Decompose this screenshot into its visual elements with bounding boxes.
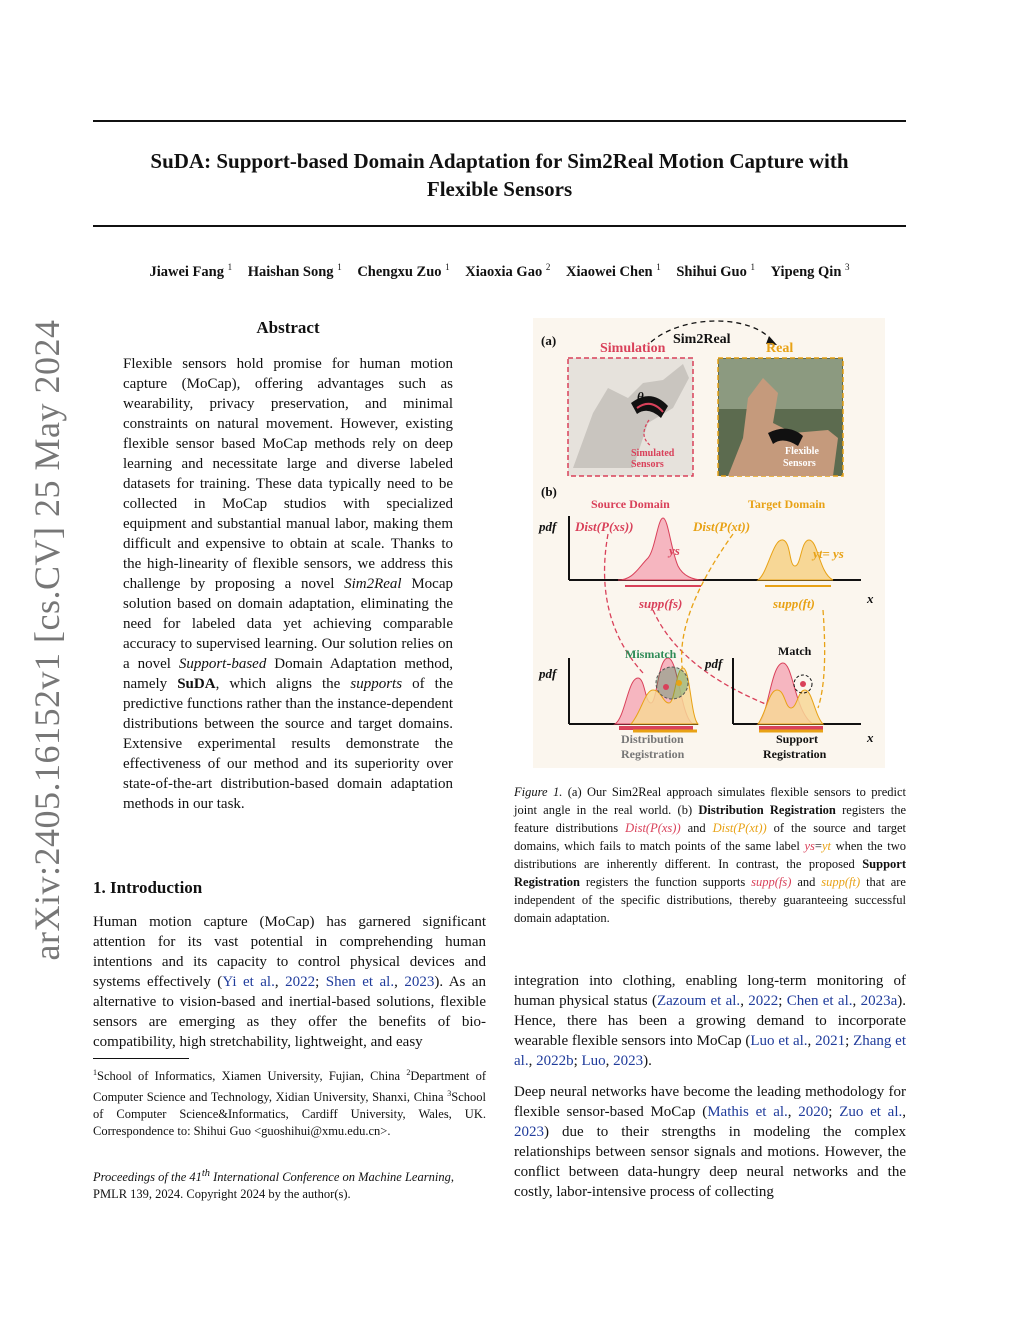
citation-link[interactable]: Zazoum et al. bbox=[656, 993, 741, 1009]
arxiv-stamp bbox=[0, 0, 70, 1325]
right-paragraph-2: Deep neural networks have become the leading methodology for flexible sensor-based MoCap (Mathis et al., 2020; Zuo et al., 2023) due to their strengths in modeling the complex relationships between sensor signals and motions. However, the conflict between data-hungry deep neural networks and the costly, labor-intensive process of collecting bbox=[514, 1084, 907, 1200]
simulation-label: Simulation bbox=[600, 341, 666, 356]
footnote-rule bbox=[93, 1058, 189, 1059]
author-list bbox=[93, 262, 906, 281]
supp-source-label: supp(fs) bbox=[639, 596, 683, 611]
mismatch-label: Mismatch bbox=[625, 647, 677, 661]
svg-text:Sensors: Sensors bbox=[783, 458, 816, 469]
dist-target-label: Dist(P(xt)) bbox=[693, 519, 751, 534]
real-label: Real bbox=[766, 341, 794, 356]
citation-link[interactable]: 2022b bbox=[536, 1053, 574, 1069]
author: Xiaowei Chen $^1$ bbox=[565, 262, 661, 280]
x-axis-label: x bbox=[867, 591, 874, 606]
citation-link[interactable]: Shen et al. bbox=[325, 974, 395, 990]
proceedings-note: Proceedings of the 41th International Conference on Machine Learning, PMLR 139, 2024. Copyright 2024 by the author(s). bbox=[93, 1168, 454, 1202]
author: Xiaoxia Gao $^2$ bbox=[465, 262, 551, 280]
svg-text:Registration: Registration bbox=[763, 747, 827, 761]
match-label: Match bbox=[778, 644, 812, 658]
citation-link[interactable]: 2023a bbox=[860, 993, 898, 1009]
intro-paragraph: Human motion capture (MoCap) has garnered significant attention for its vast potential in comprehending human intentions and its capacity to control physical devices and systems effectively (Yi et al., 2022; Shen et al., 2023). As an alternative to vision-based and inertial-based solutions, flexible sensors are emerging as they offer the benefits of bio-compatibility, high stretchability, lightweight, and easy bbox=[93, 914, 487, 1050]
figure-1 bbox=[533, 318, 885, 768]
source-domain-label: Source Domain bbox=[591, 497, 670, 511]
author: Chengxu Zuo $^1$ bbox=[357, 262, 450, 280]
author: Haishan Song $^1$ bbox=[247, 262, 342, 280]
title-line-1: SuDA: Support-based Domain Adaptation for Sim2Real Motion Capture with bbox=[150, 149, 849, 173]
citation-link[interactable]: 2020 bbox=[798, 1104, 829, 1120]
author: Jiawei Fang $^1$ bbox=[149, 262, 233, 280]
author: Yipeng Qin $^3$ bbox=[770, 262, 850, 280]
svg-text:x: x bbox=[867, 730, 874, 745]
sim2real-label: Sim2Real bbox=[673, 332, 731, 347]
svg-text:Registration: Registration bbox=[621, 747, 685, 761]
panel-b-label: (b) bbox=[541, 484, 557, 499]
supp-target-label: supp(ft) bbox=[773, 596, 815, 611]
abstract-body: Flexible sensors hold promise for human motion capture (MoCap), offering advantages such as wearability, privacy preservation, and minimal constraints on natural movement. However, existing flexible sensor based MoCap methods rely on deep learning and necessitate large and diverse labeled datasets for training. These data typically need to be collected in MoCap studios with specialized equipment and substantial manual labor, making them difficult and expensive to obtain at scale. Thanks to the high-linearity of flexible sensors, we address this challenge by proposing a novel Sim2Real Mocap solution based on domain adaptation, eliminating the need for labeled data yet achieving comparable accuracy to supervised learning. Our solution relies on a novel Support-based Domain Adaptation method, namely SuDA, which aligns the supports of the predictive functions rather than the instance-dependent distributions between the source and target domains. Extensive experimental results demonstrate the effectiveness of our method and its superiority over state-of-the-art distribution-based domain adaptation methods in our task. bbox=[123, 356, 454, 812]
distribution-registration-label: Distribution bbox=[621, 732, 684, 746]
title-line-2: Flexible Sensors bbox=[426, 177, 573, 201]
author: Shihui Guo $^1$ bbox=[676, 262, 755, 280]
svg-text:Sensors: Sensors bbox=[631, 459, 664, 470]
citation-link[interactable]: Mathis et al. bbox=[707, 1104, 788, 1120]
abstract-heading: Abstract bbox=[256, 318, 320, 337]
citation-link[interactable]: Luo bbox=[581, 1053, 606, 1069]
simulated-sensors-label: Simulated bbox=[631, 448, 675, 459]
theta-label: θ bbox=[637, 389, 644, 404]
dist-source-label: Dist(P(xs)) bbox=[575, 519, 634, 534]
support-registration-label: Support bbox=[776, 732, 819, 746]
ys-label: ys bbox=[669, 543, 680, 558]
figure-caption: Figure 1. (a) Our Sim2Real approach simulates flexible sensors to predict joint angle in the real world. (b) Distribution Registration registers the feature distributions Dist(P(xs)) and Dist(P(xt)) of the source and target domains, which fails to match points of the same label ys=yt when the two distributions are inherently different. In contrast, the proposed Support Registration registers the function supports supp(fs) and supp(ft) that are independent of the specific distributions, thereby guaranteeing successful domain adaptation. bbox=[514, 785, 907, 925]
citation-link[interactable]: Zhang et al. bbox=[514, 1033, 906, 1069]
title-top-rule bbox=[93, 120, 906, 122]
citation-link[interactable]: Zuo et al. bbox=[839, 1104, 903, 1120]
citation-link[interactable]: 2023 bbox=[514, 1124, 544, 1140]
paper-title bbox=[93, 147, 906, 203]
citation-link[interactable]: 2021 bbox=[815, 1033, 846, 1049]
citation-link[interactable]: 2022 bbox=[748, 993, 779, 1009]
citation-link[interactable]: Luo et al. bbox=[750, 1033, 808, 1049]
right-paragraph-1: integration into clothing, enabling long-term monitoring of human physical status (Zazoum et al., 2022; Chen et al., 2023a). Hence, there has been a growing demand to incorporate wearable flexible sensors into MoCap (Luo et al., 2021; Zhang et al., 2022b; Luo, 2023). bbox=[514, 973, 907, 1069]
citation-link[interactable]: 2023 bbox=[404, 974, 435, 990]
citation-link[interactable]: Yi et al. bbox=[222, 974, 275, 990]
target-domain-label: Target Domain bbox=[748, 497, 826, 511]
svg-text:pdf: pdf bbox=[705, 656, 723, 671]
citation-link[interactable]: 2022 bbox=[285, 974, 316, 990]
pdf-axis-label-lower: pdf bbox=[539, 666, 557, 681]
title-bottom-rule bbox=[93, 225, 906, 227]
flexible-sensors-label: Flexible bbox=[785, 446, 819, 457]
affiliations-footnote: $^1$School of Informatics, Xiamen University, Fujian, China $^2$Department of Computer Science and Technology, Xidian University, Shanxi, China $^3$School of Computer Science&Informatics, Cardiff University, Wales, UK. Correspondence to: Shihui Guo <guoshihui@xmu.edu.cn>. bbox=[93, 1068, 486, 1139]
section-heading-introduction: 1. Introduction bbox=[93, 878, 203, 897]
citation-link[interactable]: Chen et al. bbox=[786, 993, 853, 1009]
citation-link[interactable]: 2023 bbox=[613, 1053, 644, 1069]
arxiv-id: arXiv:2405.16152v1 [cs.CV] 25 May 2024 bbox=[27, 319, 67, 961]
yt-eq-ys-label: yt= ys bbox=[813, 546, 844, 561]
pdf-axis-label: pdf bbox=[539, 519, 557, 534]
panel-a-label: (a) bbox=[541, 333, 557, 348]
